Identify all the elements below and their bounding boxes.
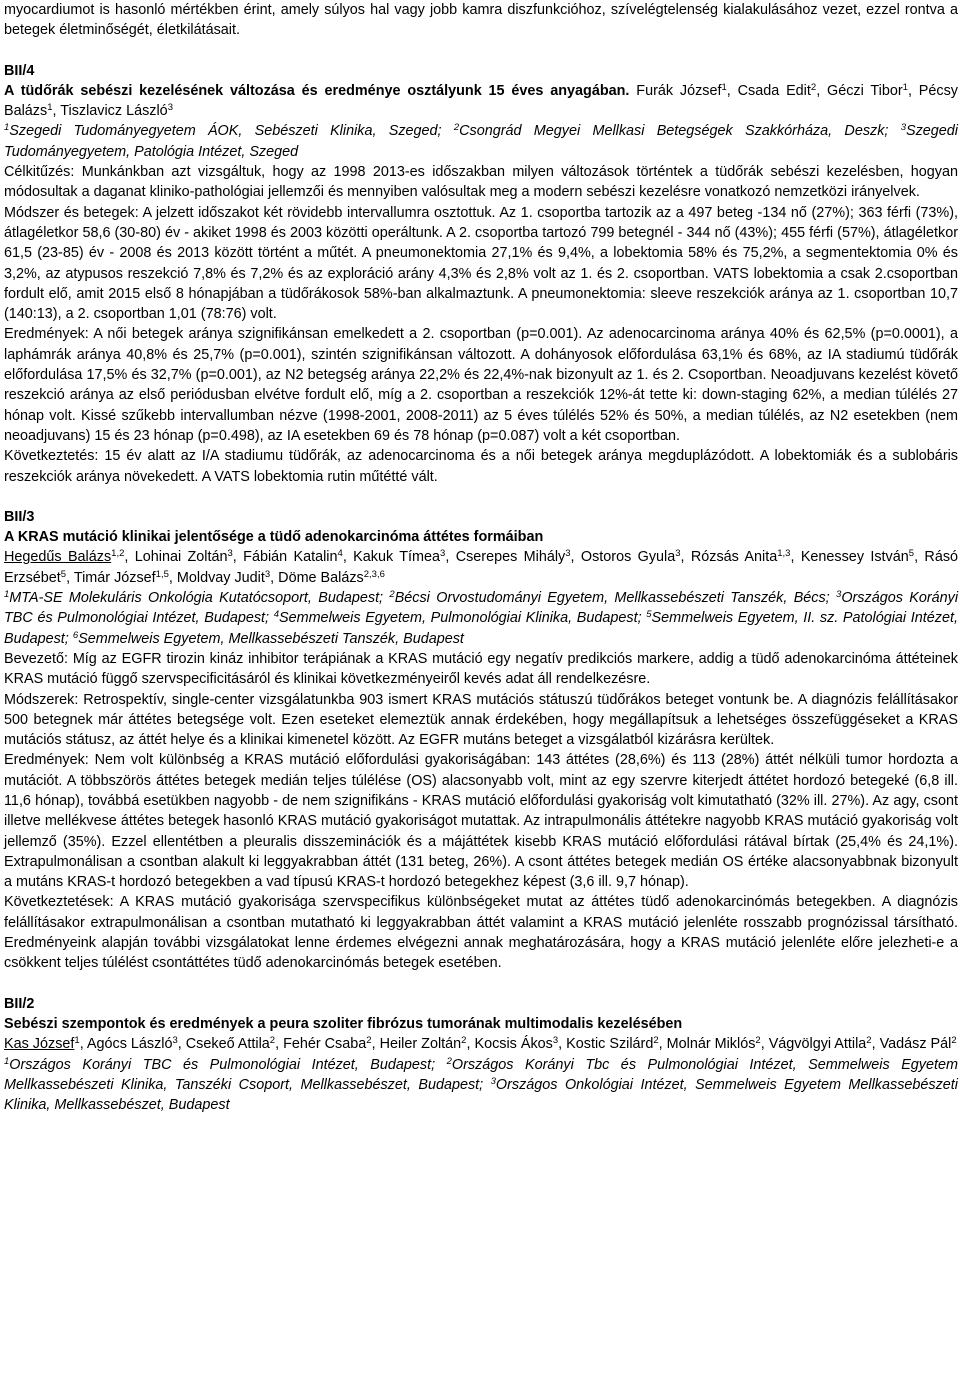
affiliation-text: Szegedi Tudományegyetem, Patológia Intézet, Szeged <box>4 123 958 160</box>
affiliation-number: 1 <box>4 589 10 601</box>
author-affiliation-number: 5 <box>60 568 67 580</box>
affiliation-text: Csongrád Megyei Mellkasi Betegségek Szakkórháza, Deszk; <box>459 123 901 140</box>
author-affiliation-number: 2 <box>653 1035 659 1047</box>
affiliations <box>4 588 958 649</box>
spacer <box>4 41 958 61</box>
author-name: Géczi Tibor <box>827 82 903 99</box>
conclusion-paragraph: Következtetések: A KRAS mutáció gyakorisága szervspecifikus különbségeket mutat az áttétes tüdő adenokarcinómás betegekben. A diagnózis felállításakor extrapulmonálisan a csontban mutatható ki leggyakrabban áttét valamint a KRAS mutáció jelenléte rosszabb prognózissal társítható. Eredményeink alapján további vizsgálatokat lenne érdemes elvégezni annak meghatározására, hogy a KRAS mutáció jelenléte előre jelezheti-e a csökkent teljes túlélést csontáttétes tüdő adenokarcinómás betegek esetében. <box>4 894 958 972</box>
affiliation-number: 5 <box>646 609 652 621</box>
methods-paragraph: Módszerek: Retrospektív, single-center vizsgálatunkba 903 ismert KRAS mutációs státuszú tüdőrákos beteget vontunk be. A diagnózis felállításakor 500 betegnek már áttétes betegsége volt. Ezen eseteket elemeztük annak érdekében, hogy megállapítsuk a lehetséges összefüggéseket a KRAS mutációs státusz, az áttét helye és a klinikai kimenetel között. Az EGFR mutáns beteget a vizsgálatból kizárásra kerültek. <box>4 691 958 749</box>
author-name: Cserepes Mihály <box>455 549 566 566</box>
author-name: Kostic Szilárd <box>566 1036 654 1053</box>
affiliation-number: 4 <box>273 609 279 621</box>
author-affiliation-number: 2,3,6 <box>363 568 385 580</box>
author-affiliation-number: 5 <box>908 548 915 560</box>
author-affiliation-number: 2 <box>269 1035 276 1047</box>
author-name: Fábián Katalin <box>243 549 338 566</box>
author-affiliation-number: 3 <box>552 1035 559 1047</box>
abstract-code: BII/4 <box>4 62 35 79</box>
affiliations <box>4 121 958 162</box>
author-name: Döme Balázs <box>278 569 364 586</box>
author-affiliation-number: 1,3 <box>777 548 791 560</box>
author-affiliation-number: 3 <box>565 548 571 560</box>
author-affiliation-number: 2 <box>810 81 817 93</box>
affiliation-number: 3 <box>836 589 842 601</box>
continued-paragraph: myocardiumot is hasonló mértékben érint, amely súlyos hal vagy jobb kamra diszfunkcióhoz, szívelégtelenség kialakulásához vezet, ezzel rontva a betegek életminőségét, életkilátásait. <box>4 2 958 39</box>
spacer <box>4 487 958 507</box>
author-affiliation-number: 2 <box>461 1035 467 1047</box>
results-paragraph: Eredmények: A női betegek aránya szignifikánsan emelkedett a 2. csoportban (p=0.001). Az adenocarcinoma aránya 40% és 62,5% (p=0.0001), a laphámrák aránya 40,8% és 25,7% (p=0.001), szintén szignifikánsan változott. A dohányosok előfordulása 63,1% és 68%, az IA stadiumú tüdőrák előfordulása 17,5% és 32,7% (p=0.001), az N2 betegség aránya 22,2% és 22,4%-nak bizonyult az 1. és 2. Csoportban. Neoadjuvans kezelést követő reszekció aránya az első periódusban elvétve fordult elő, míg a 2. csoportban a reszekciók 12%-át tette ki: down-staging 62%, a median túlélés 27 hónap volt. Kissé szűkebb intervallumban nézve (1998-2001, 2008-2011) az 5 éves túlélés 52% és 50%, a median túlélés, az N2 esetekben (nem neoadjuvans) 15 és 23 hónap (p=0.498), az IA esetekben 69 és 78 hónap (p=0.087) volt a két csoportban. <box>4 326 958 444</box>
author-affiliation-number: 3 <box>264 568 271 580</box>
author-list: Hegedűs Balázs$^{1,2}$, Lohinai Zoltán$^3$, Fábián Katalin$^4$, Kakuk Tímea$^3$, Cserepes Mihály$^3$, Ostoros Gyula$^3$, Rózsás Anita$^{1,3}$, Kenessey István$^5$, Rásó Erzsébet$^5$, Timár József$^{1,5}$, Moldvay Judit$^3$, Döme Balázs$^{2,3,6}$ <box>4 548 959 586</box>
author-affiliation-number: 2 <box>951 1035 957 1047</box>
author-name: Agócs László <box>86 1036 173 1053</box>
author-affiliation-number: 1 <box>47 102 53 114</box>
affiliation-number: 2 <box>389 589 395 601</box>
author-list: Kas József$^1$, Agócs László$^3$, Csekeő Attila$^2$, Fehér Csaba$^2$, Heiler Zoltán$^2$, Kocsis Ákos$^3$, Kostic Szilárd$^2$, Molnár Miklós$^2$, Vágvölgyi Attila$^2$, Vadász Pál$^2$ <box>4 1035 957 1053</box>
author-affiliation-number: 1 <box>74 1035 80 1047</box>
abstract-bii4 <box>4 61 958 487</box>
author-name: Ostoros Gyula <box>580 549 676 566</box>
affiliation-text: Semmelweis Egyetem, Pulmonológiai Klinika, Budapest; <box>278 610 647 627</box>
author-affiliation-number: 3 <box>440 548 446 560</box>
intro-paragraph: Bevezető: Míg az EGFR tirozin kináz inhibitor terápiának a KRAS mutáció egy negatív predikciós markere, addig a tüdő adenokarcinóma áttéteinek KRAS mutáció függő szervspecificitásáról és klinikai következményeiről kevés adat áll rendelkezésre. <box>4 650 958 688</box>
author-affiliation-number: 3 <box>675 548 681 560</box>
author-name: Csada Edit <box>737 82 811 99</box>
abstract-title: Sebészi szempontok és eredmények a peura szoliter fibrózus tumorának multimodalis kezelésében <box>4 1015 683 1032</box>
author-name: Vágvölgyi Attila <box>768 1036 867 1053</box>
author-name: Kakuk Tímea <box>353 549 441 566</box>
aim-paragraph: Célkitűzés: Munkánkban azt vizsgáltuk, hogy az 1998 2013-es időszakban milyen változások történtek a tüdőrák sebészi kezelésben, hogyan módosultak a daganat kliniko-pathológiai jellemzői és mennyiben valósultak meg a modern sebészi kezelésre vonatkozó nemzetközi irányelvek. <box>4 164 958 201</box>
author-name: Vadász Pál <box>879 1036 952 1053</box>
abstract-code: BII/3 <box>4 508 35 525</box>
author-affiliation-number: 3 <box>167 102 173 114</box>
affiliation-number: 2 <box>446 1055 452 1067</box>
results-paragraph: Eredmények: Nem volt különbség a KRAS mutáció előfordulási gyakoriságában: 143 áttétes (28,6%) és 113 (28%) áttét nélküli tumor hordozta a mutációt. A többszörös áttétes betegek medián teljes túlélése (OS) alacsonyabb volt, mint az egy szervre kiterjedt áttétet hordozó betegeké (6,8 ill. 11,6 hónap), továbbá esetükben nagyobb - de nem szignifikáns - KRAS mutáció előfordulási gyakoriság volt kimutatható (32% ill. 27%). Az agy, csont illetve mellékvese áttétes betegek hasonló KRAS mutáció gyakoriságot mutattak. Az intrapulmonális áttétekre nagyobb KRAS mutáció gyakoriság volt jellemző (35%). Ezzel ellentétben a pleuralis disszeminációk és a májáttétek kisebb KRAS mutáció előfordulási rátával bírtak (25,4% és 24,1%). Extrapulmonálisan a csontban alakult ki leggyakrabban áttét (131 beteg, 26%). A csont áttétes betegek medián OS értéke alacsonyabbnak bizonyult a mutáns KRAS-t hordozó betegekben a vad típusú KRAS-t hordozó betegekhez képest (3,6 ill. 9,7 hónap). <box>4 752 958 891</box>
author-name: Timár József <box>73 569 156 586</box>
author-name: Rásó Erzsébet <box>4 549 959 586</box>
abstract-title: A KRAS mutáció klinikai jelentősége a tüdő adenokarcinóma áttétes formáiban <box>4 529 544 546</box>
author-name: Kenessey István <box>800 549 909 566</box>
author-name: Fehér Csaba <box>283 1036 367 1053</box>
affiliation-text: Országos Korányi Tbc és Pulmonológiai Intézet, Semmelweis Egyetem Mellkassebészeti Klinika, Tanszéki Csoport, Mellkassebészet, Budapest; <box>4 1056 958 1093</box>
conclusion-paragraph: Következtetés: 15 év alatt az I/A stadiumu tüdőrák, az adenocarcinoma és a női betegek aránya megduplázódott. A lobektomiák és a sublobáris reszekciók aránya növekedett. A VATS lobektomia rutin műtétté vált. <box>4 448 958 485</box>
affiliation-number: 3 <box>900 122 906 134</box>
author-name: Csekeő Attila <box>185 1036 270 1053</box>
affiliation-text: Semmelweis Egyetem, II. sz. Patológiai Intézet, Budapest; <box>4 610 958 647</box>
author-name: Furák József <box>636 82 722 99</box>
author-affiliation-number: 3 <box>172 1035 178 1047</box>
abstract-code: BII/2 <box>4 995 35 1012</box>
author-name: Molnár Miklós <box>666 1036 756 1053</box>
author-affiliation-number: 1,5 <box>155 568 169 580</box>
affiliation-text: Országos Korányi TBC és Pulmonológiai Intézet, Budapest; <box>4 590 959 627</box>
author-list: Furák József$^1$, Csada Edit$^2$, Géczi Tibor$^1$, Pécsy Balázs$^1$, Tiszlavicz László$^3$ <box>4 81 958 120</box>
author-name: Moldvay Judit <box>176 569 265 586</box>
affiliation-number: 6 <box>72 629 79 641</box>
affiliation-number: 2 <box>453 122 460 134</box>
abstract-header <box>4 81 958 122</box>
abstract-bii3 <box>4 507 958 974</box>
methods-paragraph: Módszer és betegek: A jelzett időszakot két rövidebb intervallumra osztottuk. Az 1. csoportba tartozik az a 497 beteg -134 nő (27%); 363 férfi (73%), átlagéletkor 58,6 (30-80) év - akiket 1998 és 2003 közötti operáltunk. A 2. csoportba tartozó 799 betegnél - 344 nő (43%); 455 férfi (57%), átlagéletkor 61,5 (23-85) év - 2008 és 2013 között történt a műtét. A pneumonektomia 27,1% és 9,4%, a lobektomia 58% és 75,2%, a segmentektomia 0% és 3,2%, az atypusos reszekció 7,8% és 7,2% és az exploráció arány 4,3% és 2,8% volt az 1. és 2. csoportban. VATS lobektomia a csak 2.csoportban fordult elő, amit 2015 első 8 hónapjában a tüdőrákosok 58%-ban alkalmaztunk. A pneumonektomia: sleeve reszekciók aránya az 1. csoportban 10,7 (140:13), a 2. csoportban 1,01 (78:76) volt. <box>4 204 958 323</box>
affiliation-text: Országos Korányi TBC és Pulmonológiai Intézet, Budapest; <box>9 1056 447 1073</box>
author-name: Pécsy Balázs <box>4 82 958 120</box>
author-affiliation-number: 2 <box>866 1035 872 1047</box>
affiliation-text: Semmelweis Egyetem, Mellkassebészeti Tanszék, Budapest <box>78 630 464 647</box>
affiliation-text: MTA-SE Molekuláris Onkológia Kutatócsoport, Budapest; <box>9 590 390 607</box>
author-affiliation-number: 1 <box>721 81 727 93</box>
affiliation-number: 1 <box>4 1055 10 1067</box>
author-name: Hegedűs Balázs <box>4 549 112 566</box>
author-affiliation-number: 4 <box>337 548 343 560</box>
author-name: Lohinai Zoltán <box>134 549 228 566</box>
author-affiliation-number: 2 <box>755 1035 761 1047</box>
author-name: Kas József <box>4 1036 75 1053</box>
abstract-bii2 <box>4 994 958 1116</box>
author-name: Heiler Zoltán <box>379 1036 462 1053</box>
author-name: Kocsis Ákos <box>474 1036 553 1053</box>
spacer <box>4 974 958 994</box>
author-affiliation-number: 2 <box>366 1035 372 1047</box>
affiliations <box>4 1055 958 1116</box>
abstract-title: A tüdőrák sebészi kezelésének változása és eredménye osztályunk 15 éves anyagában. <box>4 82 630 99</box>
affiliation-number: 3 <box>490 1075 496 1087</box>
author-name: Rózsás Anita <box>690 549 778 566</box>
author-name: Tiszlavicz László <box>60 103 168 120</box>
affiliation-text: Országos Onkológiai Intézet, Semmelweis Egyetem Mellkassebészeti Klinika, Mellkassebészet, Budapest <box>4 1076 958 1114</box>
affiliation-text: Bécsi Orvostudományi Egyetem, Mellkassebészeti Tanszék, Bécs; <box>394 590 837 607</box>
author-affiliation-number: 3 <box>227 548 233 560</box>
author-affiliation-number: 1 <box>902 81 908 93</box>
affiliation-number: 1 <box>4 122 10 134</box>
author-affiliation-number: 1,2 <box>111 548 125 560</box>
affiliation-text: Szegedi Tudományegyetem ÁOK, Sebészeti Klinika, Szeged; <box>9 123 454 140</box>
